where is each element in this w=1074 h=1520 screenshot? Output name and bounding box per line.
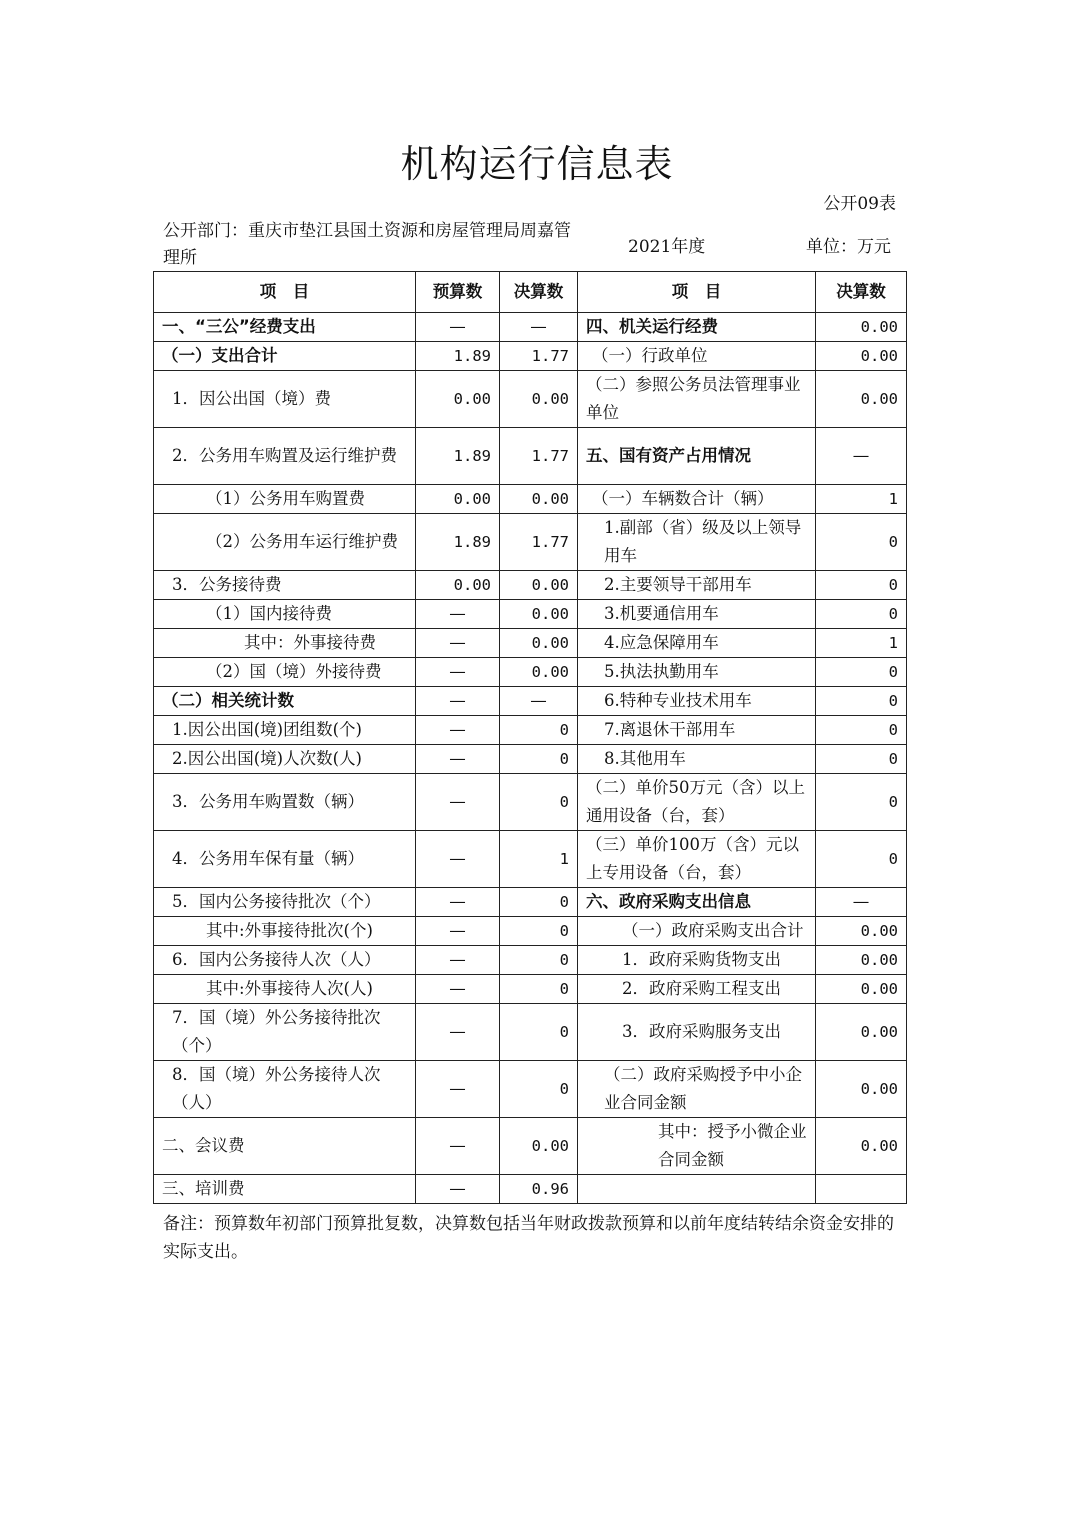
right-value: 0.00	[816, 371, 907, 428]
right-value: 0.00	[816, 342, 907, 371]
table-row	[154, 1175, 907, 1204]
table-row	[154, 745, 907, 774]
right-item: （三）单价100万（含）元以上专用设备（台，套）	[578, 831, 816, 888]
table-row	[154, 774, 907, 831]
header-final-right: 决算数	[816, 272, 907, 313]
budget-cell: 1.89	[416, 428, 500, 485]
right-item: 1．政府采购货物支出	[578, 946, 816, 975]
right-item	[578, 1175, 816, 1204]
budget-cell: —	[416, 629, 500, 658]
table-row	[154, 975, 907, 1004]
right-item: （一）行政单位	[578, 342, 816, 371]
table-row	[154, 831, 907, 888]
budget-cell: 0.00	[416, 371, 500, 428]
budget-cell: —	[416, 888, 500, 917]
info-table	[153, 271, 907, 1204]
final-cell: 0	[500, 888, 578, 917]
left-item: 其中:外事接待批次(个)	[154, 917, 416, 946]
right-item: 六、政府采购支出信息	[578, 888, 816, 917]
left-item: 6．国内公务接待人次（人）	[154, 946, 416, 975]
table-row	[154, 428, 907, 485]
right-item: （二）单价50万元（含）以上通用设备（台，套）	[578, 774, 816, 831]
right-value: 0.00	[816, 1004, 907, 1061]
budget-cell: —	[416, 1175, 500, 1204]
right-value: 0	[816, 600, 907, 629]
budget-cell: —	[416, 975, 500, 1004]
budget-cell: —	[416, 1061, 500, 1118]
table-header-row	[154, 272, 907, 313]
table-row	[154, 629, 907, 658]
right-item: 7.离退休干部用车	[578, 716, 816, 745]
left-item: （1）公务用车购置费	[154, 485, 416, 514]
budget-cell: 1.89	[416, 514, 500, 571]
final-cell: 0	[500, 975, 578, 1004]
budget-cell: —	[416, 1004, 500, 1061]
right-item: 3.机要通信用车	[578, 600, 816, 629]
header-item-left: 项 目	[154, 272, 416, 313]
left-item: （一）支出合计	[154, 342, 416, 371]
final-cell: —	[500, 313, 578, 342]
right-value: 0.00	[816, 975, 907, 1004]
budget-cell: —	[416, 600, 500, 629]
table-row	[154, 571, 907, 600]
budget-cell: —	[416, 946, 500, 975]
right-value	[816, 1175, 907, 1204]
budget-cell: —	[416, 1118, 500, 1175]
right-value: 0	[816, 774, 907, 831]
form-number: 公开09表	[823, 194, 896, 214]
left-item: 三、培训费	[154, 1175, 416, 1204]
final-cell: 0	[500, 774, 578, 831]
table-row	[154, 342, 907, 371]
table-row	[154, 658, 907, 687]
right-item: 1.副部（省）级及以上领导用车	[578, 514, 816, 571]
header-final: 决算数	[500, 272, 578, 313]
right-item: 3．政府采购服务支出	[578, 1004, 816, 1061]
budget-cell: —	[416, 831, 500, 888]
final-cell: 0.00	[500, 485, 578, 514]
left-item: （二）相关统计数	[154, 687, 416, 716]
right-item: 五、国有资产占用情况	[578, 428, 816, 485]
table-row	[154, 485, 907, 514]
final-cell: 0.00	[500, 371, 578, 428]
right-value: 0	[816, 571, 907, 600]
final-cell: 0	[500, 917, 578, 946]
final-cell: 0	[500, 946, 578, 975]
budget-cell: —	[416, 687, 500, 716]
right-item: （一）政府采购支出合计	[578, 917, 816, 946]
final-cell: —	[500, 687, 578, 716]
table-row	[154, 917, 907, 946]
right-item: （一）车辆数合计（辆）	[578, 485, 816, 514]
table-row	[154, 687, 907, 716]
left-item: 4．公务用车保有量（辆）	[154, 831, 416, 888]
final-cell: 0	[500, 745, 578, 774]
table-row	[154, 888, 907, 917]
final-cell: 1	[500, 831, 578, 888]
left-item: （2）国（境）外接待费	[154, 658, 416, 687]
right-item: 5.执法执勤用车	[578, 658, 816, 687]
right-value: 0	[816, 745, 907, 774]
right-item: 8.其他用车	[578, 745, 816, 774]
budget-cell: —	[416, 917, 500, 946]
right-item: 6.特种专业技术用车	[578, 687, 816, 716]
budget-cell: —	[416, 774, 500, 831]
final-cell: 0.00	[500, 600, 578, 629]
left-item: 7．国（境）外公务接待批次（个）	[154, 1004, 416, 1061]
header-item-right: 项 目	[578, 272, 816, 313]
right-value: 0	[816, 687, 907, 716]
right-value: —	[816, 428, 907, 485]
left-item: 其中:外事接待人次(人)	[154, 975, 416, 1004]
final-cell: 1.77	[500, 428, 578, 485]
left-item: （2）公务用车运行维护费	[154, 514, 416, 571]
right-value: 0.00	[816, 917, 907, 946]
left-item: 2．公务用车购置及运行维护费	[154, 428, 416, 485]
budget-cell: —	[416, 745, 500, 774]
table-row	[154, 600, 907, 629]
budget-cell: —	[416, 658, 500, 687]
left-item: 1.因公出国(境)团组数(个)	[154, 716, 416, 745]
right-value: 0.00	[816, 1118, 907, 1175]
right-item: 四、机关运行经费	[578, 313, 816, 342]
left-item: 其中：外事接待费	[154, 629, 416, 658]
right-item: （二）政府采购授予中小企业合同金额	[578, 1061, 816, 1118]
final-cell: 0	[500, 1004, 578, 1061]
table-row	[154, 1118, 907, 1175]
right-value: 0	[816, 716, 907, 745]
fiscal-year: 2021年度	[628, 237, 706, 257]
unit-label: 单位：万元	[806, 237, 891, 257]
left-item: 2.因公出国(境)人次数(人)	[154, 745, 416, 774]
budget-cell: 0.00	[416, 571, 500, 600]
final-cell: 0.00	[500, 658, 578, 687]
left-item: 8．国（境）外公务接待人次（人）	[154, 1061, 416, 1118]
budget-cell: 1.89	[416, 342, 500, 371]
final-cell: 0.00	[500, 1118, 578, 1175]
right-value: 0	[816, 831, 907, 888]
left-item: 3．公务用车购置数（辆）	[154, 774, 416, 831]
footnote: 备注：预算数年初部门预算批复数，决算数包括当年财政拨款预算和以前年度结转结余资金安排的实际支出。	[163, 1214, 894, 1262]
right-value: 0.00	[816, 313, 907, 342]
final-cell: 0	[500, 716, 578, 745]
right-value: —	[816, 888, 907, 917]
right-value: 1	[816, 485, 907, 514]
right-item: 2．政府采购工程支出	[578, 975, 816, 1004]
left-item: 5．国内公务接待批次（个）	[154, 888, 416, 917]
table-row	[154, 1061, 907, 1118]
right-value: 0.00	[816, 1061, 907, 1118]
final-cell: 0.00	[500, 629, 578, 658]
table-row	[154, 313, 907, 342]
right-value: 0.00	[816, 946, 907, 975]
right-value: 0	[816, 514, 907, 571]
left-item: （1）国内接待费	[154, 600, 416, 629]
page-title: 机构运行信息表	[400, 142, 674, 186]
budget-cell: —	[416, 313, 500, 342]
final-cell: 0	[500, 1061, 578, 1118]
right-item: 其中：授予小微企业合同金额	[578, 1118, 816, 1175]
budget-cell: —	[416, 716, 500, 745]
left-item: 二、会议费	[154, 1118, 416, 1175]
final-cell: 1.77	[500, 514, 578, 571]
final-cell: 0.00	[500, 571, 578, 600]
left-item: 1．因公出国（境）费	[154, 371, 416, 428]
header-budget: 预算数	[416, 272, 500, 313]
right-value: 1	[816, 629, 907, 658]
department-label: 公开部门：重庆市垫江县国土资源和房屋管理局周嘉管理所	[163, 221, 571, 268]
left-item: 3．公务接待费	[154, 571, 416, 600]
right-value: 0	[816, 658, 907, 687]
table-row	[154, 371, 907, 428]
right-item: （二）参照公务员法管理事业单位	[578, 371, 816, 428]
final-cell: 1.77	[500, 342, 578, 371]
final-cell: 0.96	[500, 1175, 578, 1204]
table-row	[154, 946, 907, 975]
table-row	[154, 514, 907, 571]
right-item: 4.应急保障用车	[578, 629, 816, 658]
right-item: 2.主要领导干部用车	[578, 571, 816, 600]
left-item: 一、“三公”经费支出	[154, 313, 416, 342]
budget-cell: 0.00	[416, 485, 500, 514]
table-row	[154, 1004, 907, 1061]
table-row	[154, 716, 907, 745]
